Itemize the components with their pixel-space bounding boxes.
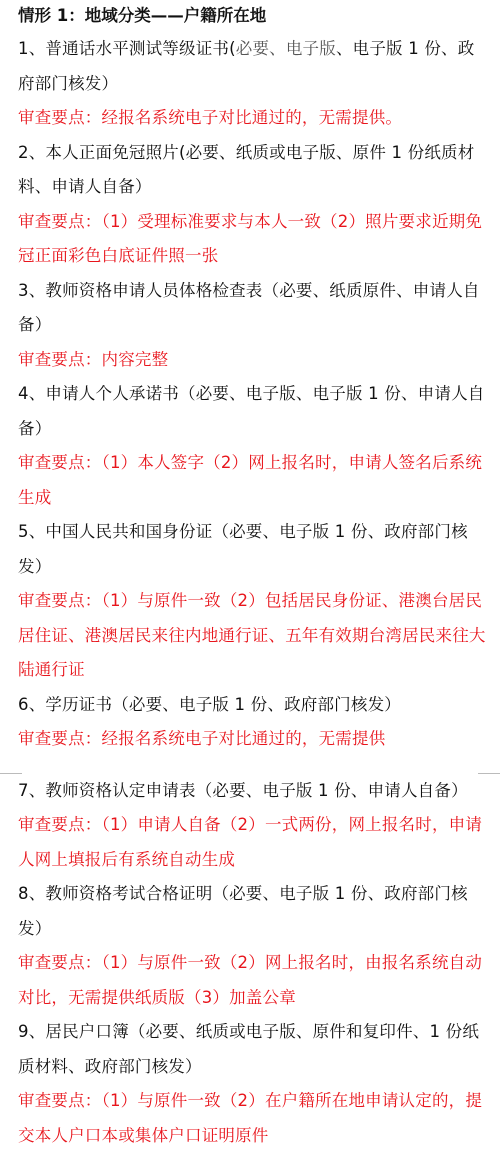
item-5-review: 审查要点：（1）与原件一致（2）包括居民身份证、港澳台居民居住证、港澳居民来往内地通行证、五年有效期台湾居民来往大陆通行证 <box>18 591 486 679</box>
item-5-text: 5、中国人民共和国身份证（必要、电子版 1 份、政府部门核发） <box>18 522 468 576</box>
item-3-review: 审查要点：内容完整 <box>18 349 169 369</box>
item-9-text: 9、居民户口簿（必要、纸质或电子版、原件和复印件、1 份纸质材料、政府部门核发） <box>18 1022 480 1076</box>
document-body <box>18 0 488 1153</box>
item-1-text-suffix: 、电子版 1 份、政府部门核发） <box>18 39 475 93</box>
item-4-text: 4、申请人个人承诺书（必要、电子版、电子版 1 份、申请人自备） <box>18 384 485 438</box>
item-1-text-prefix: 1、普通话水平测试等级证书( <box>18 39 236 58</box>
item-7-review: 审查要点：（1）申请人自备（2）一式两份，网上报名时，申请人网上填报后有系统自动生成 <box>18 815 483 869</box>
item-6-review: 审查要点：经报名系统电子对比通过的，无需提供 <box>18 729 386 748</box>
item-1-text-gray: 必要、电子版 <box>235 39 336 58</box>
item-8-text: 8、教师资格考试合格证明（必要、电子版 1 份、政府部门核发） <box>18 884 468 938</box>
page-break-divider-left <box>0 773 22 774</box>
item-6-text: 6、学历证书（必要、电子版 1 份、政府部门核发） <box>18 694 401 714</box>
item-1-review: 审查要点：经报名系统电子对比通过的，无需提供。 <box>18 108 403 127</box>
page-break-divider-right <box>478 773 500 774</box>
item-8-review: 审查要点：（1）与原件一致（2）网上报名时，由报名系统自动对比，无需提供纸质版（3）加盖公章 <box>18 953 483 1007</box>
item-2-review: 审查要点：（1）受理标准要求与本人一致（2）照片要求近期免冠正面彩色白底证件照一张 <box>18 211 483 265</box>
item-1-text <box>18 32 488 101</box>
item-3-text: 3、教师资格申请人员体格检查表（必要、纸质原件、申请人自备） <box>18 280 480 334</box>
item-2-text: 2、本人正面免冠照片(必要、纸质或电子版、原件 1 份纸质材料、申请人自备） <box>18 142 475 196</box>
item-7-text: 7、教师资格认定申请表（必要、电子版 1 份、申请人自备） <box>18 780 468 800</box>
item-9-review: 审查要点：（1）与原件一致（2）在户籍所在地申请认定的，提交本人户口本或集体户口证明原件 <box>18 1091 483 1145</box>
item-4-review: 审查要点：（1）本人签字（2）网上报名时，申请人签名后系统生成 <box>18 453 483 507</box>
section-heading: 情形 1：地域分类——户籍所在地 <box>18 6 267 25</box>
